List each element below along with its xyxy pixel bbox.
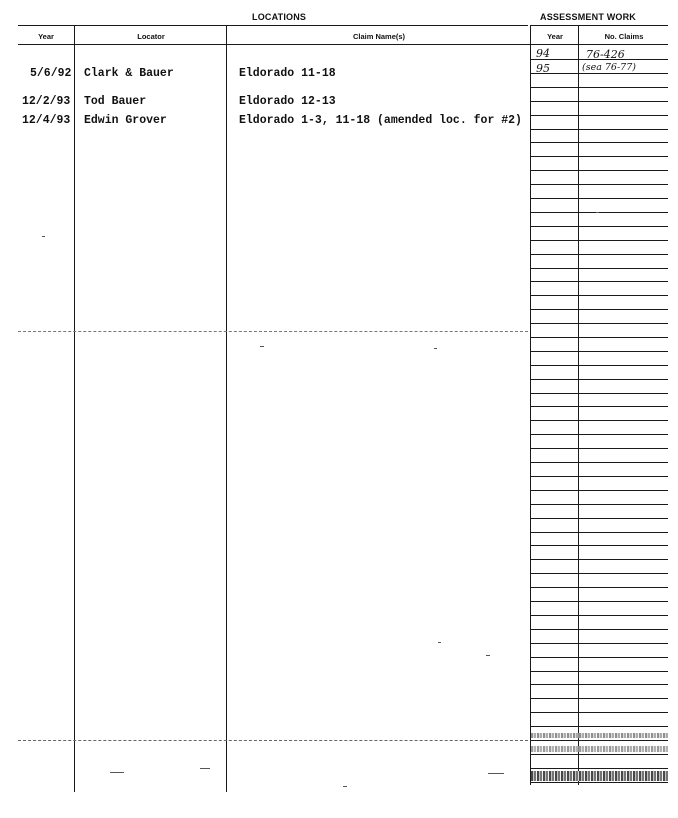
assessment-ruled-line xyxy=(531,379,668,380)
assessment-ruled-line xyxy=(531,476,668,477)
scan-speck xyxy=(110,772,124,773)
location-year-3: 12/4/93 xyxy=(22,114,71,127)
assessment-top-border xyxy=(531,25,668,26)
scan-speck xyxy=(434,348,437,349)
scan-speck xyxy=(42,236,45,237)
location-year-1: 5/6/92 xyxy=(30,67,72,80)
assessment-ruled-line xyxy=(531,726,668,727)
location-locator-2: Tod Bauer xyxy=(84,95,147,108)
assessment-ruled-line xyxy=(531,226,668,227)
assessment-ruled-line xyxy=(531,365,668,366)
scan-speck xyxy=(486,655,490,656)
assessment-ruled-line xyxy=(531,490,668,491)
scan-speck xyxy=(260,346,264,347)
assessment-ruled-line xyxy=(531,545,668,546)
assessment-ruled-line xyxy=(531,170,668,171)
scan-smudge-middle xyxy=(531,746,668,752)
location-locator-3: Edwin Grover xyxy=(84,114,167,127)
col-header-year: Year xyxy=(38,32,54,41)
assessment-claims-2: (sea 76-77) xyxy=(582,62,636,73)
locations-top-border xyxy=(18,25,528,26)
scan-fold-line-lower xyxy=(18,740,528,741)
assessment-ruled-line xyxy=(531,643,668,644)
assessment-ruled-line xyxy=(531,142,668,143)
assessment-ruled-line xyxy=(531,156,668,157)
assessment-ruled-line xyxy=(531,281,668,282)
header-bottom-rule xyxy=(18,44,668,45)
assessment-ruled-line xyxy=(531,73,668,74)
assessment-ruled-line xyxy=(531,698,668,699)
assessment-ruled-line xyxy=(531,198,668,199)
assessment-ruled-line xyxy=(531,782,668,783)
scan-smudge-lower xyxy=(531,771,668,781)
col-header-claim-names: Claim Name(s) xyxy=(352,32,406,41)
assessment-ruled-line xyxy=(531,532,668,533)
location-claims-1: Eldorado 11-18 xyxy=(239,67,336,80)
assessment-ruled-line xyxy=(531,768,668,769)
assessment-ruled-line xyxy=(531,434,668,435)
scan-speck xyxy=(343,786,347,787)
col-header-no-claims: No. Claims xyxy=(604,32,644,41)
scan-fold-line-upper xyxy=(18,331,528,332)
assessment-ruled-line xyxy=(531,504,668,505)
assessment-ruled-line xyxy=(531,406,668,407)
col-header-locator: Locator xyxy=(137,32,165,41)
assessment-ruled-line xyxy=(531,712,668,713)
assessment-ruled-line xyxy=(531,337,668,338)
assessment-ruled-line xyxy=(531,754,668,755)
assessment-ruled-line xyxy=(531,462,668,463)
assessment-ruled-line xyxy=(531,115,668,116)
assessment-ruled-line xyxy=(531,87,668,88)
scan-smudge-upper xyxy=(531,733,668,738)
assessment-ruled-line xyxy=(531,518,668,519)
assessment-ruled-line xyxy=(531,671,668,672)
assessment-ruled-line xyxy=(531,129,668,130)
assessment-ruled-line xyxy=(531,101,668,102)
assessment-ruled-line xyxy=(531,657,668,658)
scan-speck xyxy=(488,773,504,774)
location-year-2: 12/2/93 xyxy=(22,95,71,108)
assessment-ruled-line xyxy=(531,393,668,394)
assessment-ruled-line xyxy=(531,629,668,630)
scan-speck xyxy=(438,642,441,643)
assessment-ruled-line xyxy=(531,420,668,421)
assessment-ruled-line xyxy=(531,684,668,685)
assessment-ruled-line xyxy=(531,184,668,185)
assessment-ruled-line xyxy=(531,295,668,296)
location-claims-3: Eldorado 1-3, 11-18 (amended loc. for #2) xyxy=(239,114,522,127)
locations-title: LOCATIONS xyxy=(252,12,307,22)
scan-speck xyxy=(596,212,599,213)
assessment-ruled-line xyxy=(531,240,668,241)
assessment-ruled-line xyxy=(531,587,668,588)
assessment-ruled-line xyxy=(531,351,668,352)
divider-year-locator xyxy=(74,25,75,792)
assessment-ruled-line xyxy=(531,573,668,574)
assessment-ruled-line xyxy=(531,268,668,269)
assessment-ruled-line xyxy=(531,323,668,324)
assessment-work-title: ASSESSMENT WORK xyxy=(540,12,637,22)
assessment-claims-1: 76-426 xyxy=(586,48,625,61)
location-claims-2: Eldorado 12-13 xyxy=(239,95,336,108)
assessment-year-1: 94 xyxy=(536,47,550,60)
assessment-ruled-line xyxy=(531,740,668,741)
assessment-ruled-line xyxy=(531,309,668,310)
assessment-ruled-line xyxy=(531,615,668,616)
assessment-ruled-line xyxy=(531,601,668,602)
location-locator-1: Clark & Bauer xyxy=(84,67,174,80)
assessment-ruled-line xyxy=(531,448,668,449)
scan-speck xyxy=(200,768,210,769)
assessment-ruled-line xyxy=(531,254,668,255)
assessment-year-2: 95 xyxy=(536,62,550,75)
assessment-ruled-line xyxy=(531,212,668,213)
divider-locator-claims xyxy=(226,25,227,792)
col-header-assessment-year: Year xyxy=(547,32,563,41)
assessment-ruled-line xyxy=(531,559,668,560)
